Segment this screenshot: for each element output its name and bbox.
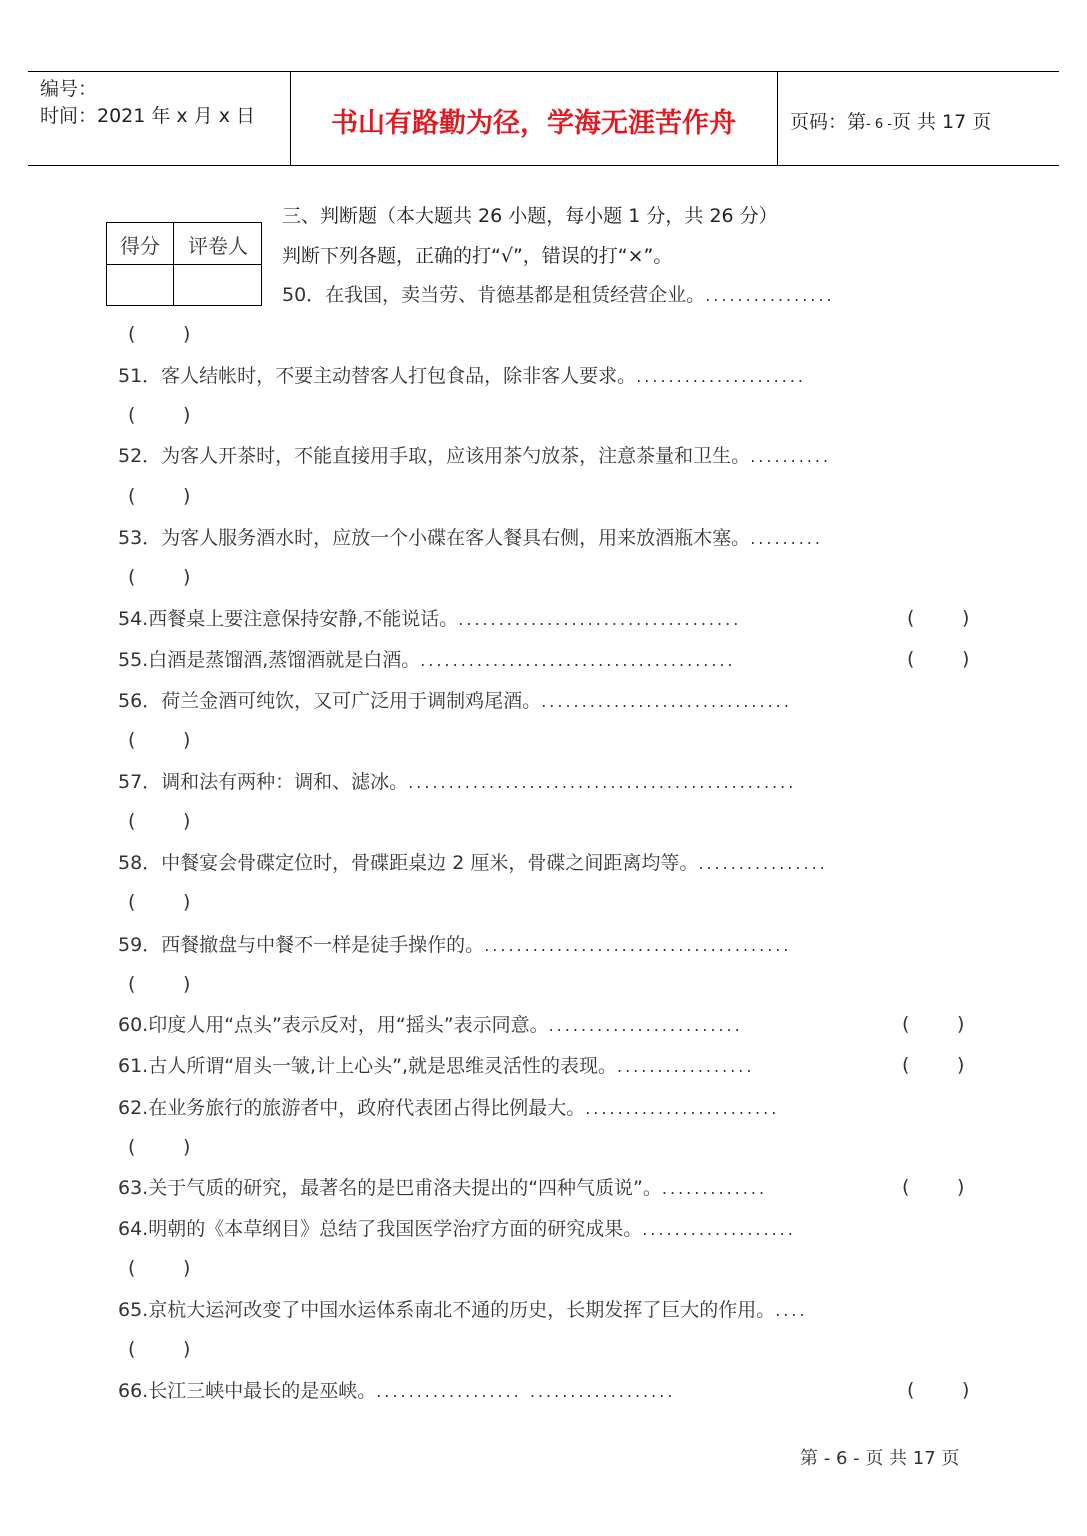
leader-dots: ........................	[585, 1099, 780, 1118]
paren-close: )	[957, 1054, 965, 1076]
header-meta-cell	[28, 72, 291, 165]
page-prefix: 页码：第	[790, 111, 867, 133]
leader-dots: .............	[661, 1179, 768, 1198]
leader-dots: ........................	[548, 1016, 743, 1035]
score-label: 得分	[120, 234, 160, 258]
leader-dots: .................. ..................	[376, 1382, 676, 1401]
motto: 书山有路勤为径，学海无涯苦作舟	[331, 108, 736, 139]
paren-close: )	[183, 1257, 191, 1279]
question-text: 62.在业务旅行的旅游者中，政府代表团占得比例最大。	[118, 1097, 586, 1119]
question-text: 61.古人所谓“眉头一皱,计上心头”,就是思维灵活性的表现。	[118, 1055, 617, 1077]
leader-dots: ....	[775, 1301, 808, 1320]
time-label: 时间：2021 年 x 月 x 日	[40, 105, 256, 127]
question-text: 65.京杭大运河改变了中国水运体系南北不通的历史，长期发挥了巨大的作用。	[118, 1299, 776, 1321]
grader-label: 评卷人	[188, 234, 248, 258]
paren-open: (	[907, 648, 915, 670]
paren-open: (	[907, 1379, 915, 1401]
question-text: 58．中餐宴会骨碟定位时，骨碟距桌边 2 厘米，骨碟之间距离均等。	[118, 852, 699, 874]
question-text: 59．西餐撤盘与中餐不一样是徒手操作的。	[118, 934, 485, 956]
paren-open: (	[902, 1176, 910, 1198]
question-text: 56．荷兰金酒可纯饮，又可广泛用于调制鸡尾酒。	[118, 690, 542, 712]
paren-open: (	[128, 404, 136, 426]
score-box	[106, 222, 262, 306]
question-59	[118, 933, 791, 958]
leader-dots: ................................................	[408, 773, 797, 792]
page-indicator	[790, 107, 991, 134]
leader-dots: ......................................	[484, 936, 792, 955]
paren-close: )	[183, 404, 191, 426]
question-64	[118, 1217, 796, 1242]
page-end: 页	[972, 111, 992, 133]
paren-close: )	[183, 1338, 191, 1360]
leader-dots: ...................................	[458, 610, 742, 629]
leader-dots: ................	[705, 286, 835, 305]
leader-dots: ...............................	[541, 692, 792, 711]
question-57	[118, 770, 796, 795]
leader-dots: .........	[750, 529, 823, 548]
question-text: 50．在我国，卖当劳、肯德基都是租赁经营企业。	[282, 284, 706, 306]
section-title: 三、判断题（本大题共 26 小题，每小题 1 分，共 26 分）	[282, 205, 778, 227]
paren-close: )	[962, 607, 970, 629]
header-motto-cell	[290, 72, 778, 165]
paren-close: )	[183, 891, 191, 913]
paren-open: (	[128, 1338, 136, 1360]
paren-close: )	[183, 485, 191, 507]
paren-close: )	[962, 648, 970, 670]
question-text: 51．客人结帐时，不要主动替客人打包食品，除非客人要求。	[118, 365, 637, 387]
paren-open: (	[128, 973, 136, 995]
page-footer: 第 - 6 - 页 共 17 页	[800, 1448, 960, 1469]
paren-close: )	[183, 566, 191, 588]
question-58	[118, 851, 828, 876]
paren-close: )	[957, 1013, 965, 1035]
question-63	[118, 1176, 767, 1201]
paren-open: (	[128, 810, 136, 832]
question-text: 60.印度人用“点头”表示反对，用“摇头”表示同意。	[118, 1014, 549, 1036]
paren-close: )	[183, 729, 191, 751]
leader-dots: .......................................	[420, 651, 736, 670]
question-56	[118, 689, 792, 714]
paren-close: )	[183, 810, 191, 832]
header-page-cell	[778, 72, 1059, 165]
paren-open: (	[128, 323, 136, 345]
page-total: 17	[942, 111, 967, 133]
page-suffix: 页 共	[891, 111, 936, 133]
question-53	[118, 526, 823, 551]
leader-dots: ................	[698, 854, 828, 873]
question-51	[118, 364, 806, 389]
question-52	[118, 444, 831, 469]
section-instruction: 判断下列各题，正确的打“√”，错误的打“×”。	[282, 245, 673, 267]
question-60	[118, 1013, 743, 1038]
paren-open: (	[907, 607, 915, 629]
question-62	[118, 1096, 779, 1121]
paren-close: )	[183, 1136, 191, 1158]
paren-close: )	[183, 973, 191, 995]
leader-dots: .................	[616, 1057, 755, 1076]
paren-open: (	[128, 566, 136, 588]
leader-dots: ...................	[642, 1220, 796, 1239]
question-text: 57．调和法有两种：调和、滤冰。	[118, 771, 409, 793]
leader-dots: ..........	[750, 447, 832, 466]
question-65	[118, 1298, 808, 1323]
paren-open: (	[128, 1136, 136, 1158]
score-divider-horizontal	[107, 264, 261, 265]
paren-open: (	[128, 729, 136, 751]
document-header	[28, 71, 1059, 166]
question-text: 55.白酒是蒸馏酒,蒸馏酒就是白酒。	[118, 649, 421, 671]
question-66	[118, 1379, 675, 1404]
paren-close: )	[183, 323, 191, 345]
paren-open: (	[128, 891, 136, 913]
question-text: 53．为客人服务酒水时，应放一个小碟在客人餐具右侧，用来放酒瓶木塞。	[118, 527, 751, 549]
question-text: 52．为客人开茶时，不能直接用手取，应该用茶勺放茶，注意茶量和卫生。	[118, 445, 751, 467]
question-text: 66.长江三峡中最长的是巫峡。	[118, 1380, 377, 1402]
question-54	[118, 607, 741, 632]
question-50	[282, 283, 835, 308]
paren-open: (	[902, 1054, 910, 1076]
page-current: - 6 -	[866, 117, 892, 132]
question-61	[118, 1054, 754, 1079]
paren-open: (	[128, 1257, 136, 1279]
leader-dots: .....................	[636, 367, 806, 386]
paren-open: (	[902, 1013, 910, 1035]
question-text: 63.关于气质的研究，最著名的是巴甫洛夫提出的“四种气质说”。	[118, 1177, 662, 1199]
question-55	[118, 648, 736, 673]
question-text: 54.西餐桌上要注意保持安静,不能说话。	[118, 608, 459, 630]
number-label: 编号：	[40, 78, 98, 100]
paren-close: )	[957, 1176, 965, 1198]
paren-close: )	[962, 1379, 970, 1401]
question-text: 64.明朝的《本草纲目》总结了我国医学治疗方面的研究成果。	[118, 1218, 643, 1240]
paren-open: (	[128, 485, 136, 507]
